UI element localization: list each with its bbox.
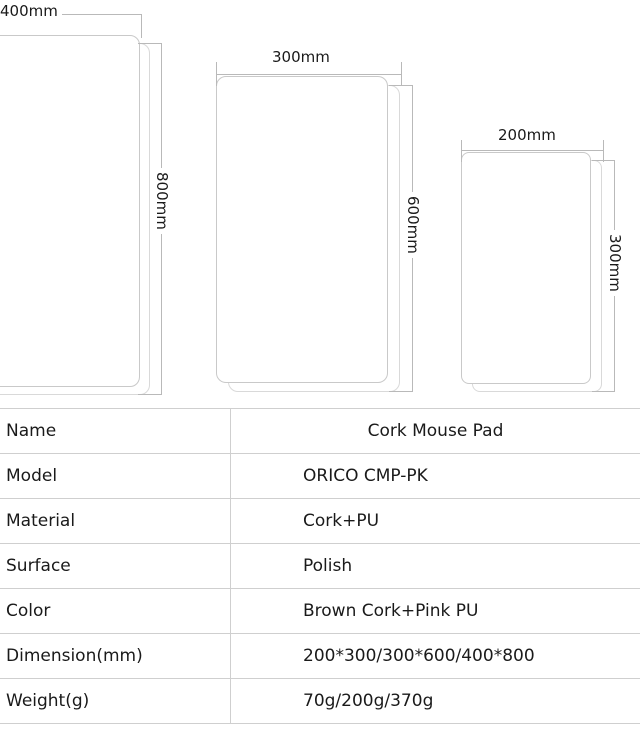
spec-value: 70g/200g/370g [231,679,640,724]
pad-medium-width-tick-left [216,62,217,86]
pad-medium-width-label: 300mm [268,48,334,66]
spec-label: Model [0,454,231,499]
pad-medium-height-tick-top [389,85,413,86]
spec-value: Cork+PU [231,499,640,544]
spec-value: Brown Cork+Pink PU [231,589,640,634]
pad-large-height-tick-top [138,43,162,44]
pad-large-height-label: 800mm [153,168,171,234]
specification-table-body [0,409,640,724]
pad-medium-width-dimline [216,74,402,75]
spec-value: Cork Mouse Pad [231,409,640,454]
pad-small-width-label: 200mm [494,126,560,144]
spec-value: 200*300/300*600/400*800 [231,634,640,679]
specification-table [0,408,640,724]
pad-medium-height-label: 600mm [404,192,422,258]
spec-label: Color [0,589,231,634]
pad-small-height-tick-top [592,160,615,161]
pad-small-width-tick-right [603,140,604,162]
pad-large [0,35,140,387]
spec-label: Surface [0,544,231,589]
table-row [0,409,640,454]
table-row [0,499,640,544]
table-row [0,634,640,679]
pad-small-height-tick-bottom [592,391,615,392]
pad-small-height-label: 300mm [606,230,624,296]
table-row [0,589,640,634]
table-row [0,544,640,589]
spec-label: Material [0,499,231,544]
pad-small-width-dimline [461,150,604,151]
pad-small [461,152,591,384]
pad-medium [216,76,388,383]
pad-large-width-label: 400mm [0,2,62,20]
pad-small-width-tick-left [461,140,462,162]
spec-label: Name [0,409,231,454]
spec-label: Dimension(mm) [0,634,231,679]
table-row [0,454,640,499]
pad-medium-width-tick-right [401,62,402,86]
spec-value: ORICO CMP-PK [231,454,640,499]
pad-medium-height-tick-bottom [389,391,413,392]
spec-value: Polish [231,544,640,589]
table-row [0,679,640,724]
pad-large-width-tick-right [141,14,142,38]
spec-label: Weight(g) [0,679,231,724]
pad-large-height-tick-bottom [138,394,162,395]
